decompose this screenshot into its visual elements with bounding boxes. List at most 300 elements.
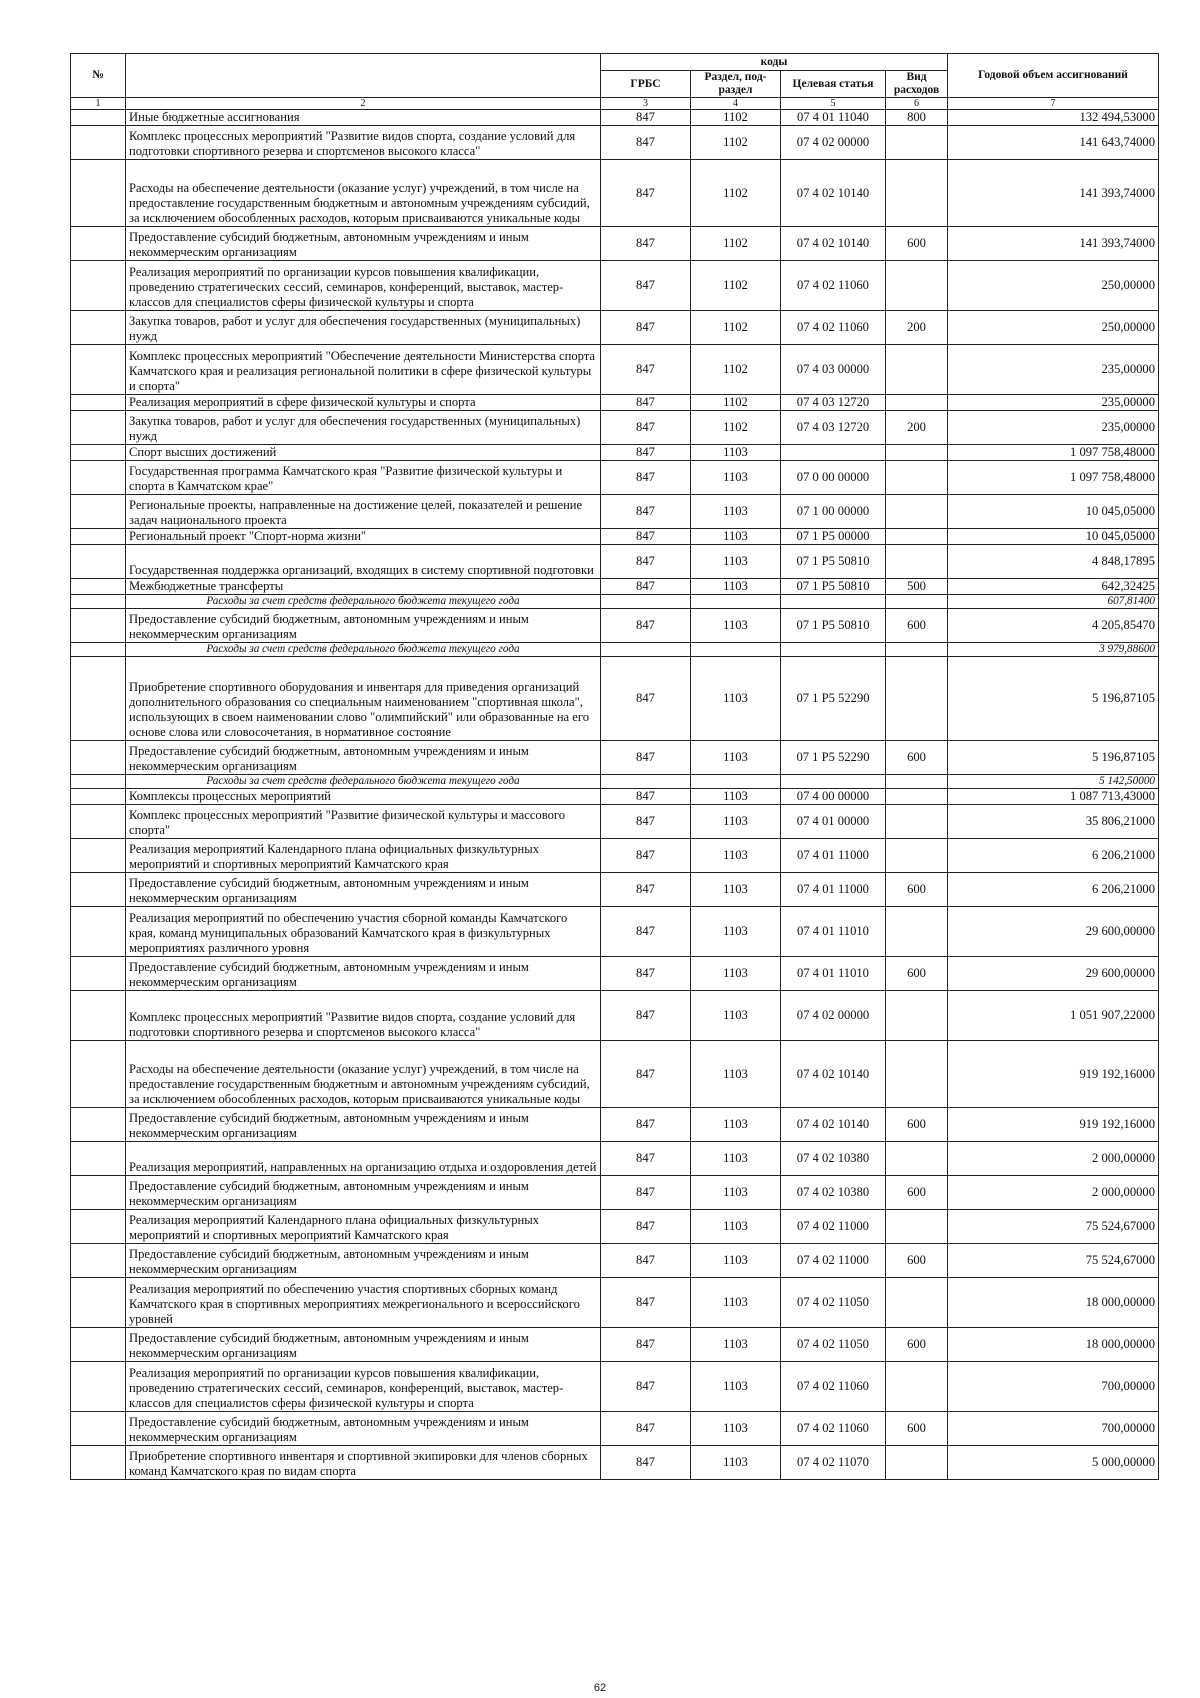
table-row: [71, 1041, 1159, 1108]
table-row: [71, 657, 1159, 741]
row-expense-type-cell: [886, 1446, 948, 1480]
row-grbs-cell: 847: [601, 657, 691, 741]
row-name-cell: Комплекс процессных мероприятий "Развитие физической культуры и массового спорта": [126, 805, 601, 839]
row-section-cell: 1103: [691, 529, 781, 545]
row-section-cell: 1103: [691, 907, 781, 957]
row-amount-cell: 1 087 713,43000: [948, 789, 1159, 805]
row-expense-type-cell: [886, 461, 948, 495]
row-section-cell: 1103: [691, 545, 781, 579]
row-grbs-cell: 847: [601, 495, 691, 529]
row-section-cell: 1102: [691, 345, 781, 395]
row-target-article-cell: 07 1 P5 50810: [781, 609, 886, 643]
row-name-cell: Расходы за счет средств федерального бюджета текущего года: [126, 775, 601, 789]
row-section-cell: 1102: [691, 261, 781, 311]
table-row: [71, 227, 1159, 261]
row-amount-cell: 141 393,74000: [948, 227, 1159, 261]
row-number-cell: [71, 1108, 126, 1142]
row-section-cell: 1103: [691, 1328, 781, 1362]
header-target-article: Целевая статья: [781, 71, 886, 98]
budget-document: [70, 53, 1158, 1480]
table-row: [71, 395, 1159, 411]
row-expense-type-cell: 200: [886, 411, 948, 445]
row-target-article-cell: 07 4 01 00000: [781, 805, 886, 839]
row-target-article-cell: 07 4 02 11060: [781, 261, 886, 311]
row-name-cell: Межбюджетные трансферты: [126, 579, 601, 595]
row-name-cell: Расходы на обеспечение деятельности (оказание услуг) учреждений, в том числе на предоставление государственным бюджетным и автономным учреждениям субсидий, за исключением обособленных расходов, которым присваиваются уникальные коды: [126, 1041, 601, 1108]
row-expense-type-cell: 600: [886, 741, 948, 775]
row-amount-cell: 700,00000: [948, 1412, 1159, 1446]
row-amount-cell: 18 000,00000: [948, 1278, 1159, 1328]
row-section-cell: 1103: [691, 1041, 781, 1108]
table-row: [71, 957, 1159, 991]
row-amount-cell: 35 806,21000: [948, 805, 1159, 839]
row-grbs-cell: 847: [601, 741, 691, 775]
table-row: [71, 411, 1159, 445]
row-number-cell: [71, 775, 126, 789]
table-row: [71, 110, 1159, 126]
row-grbs-cell: 847: [601, 126, 691, 160]
row-amount-cell: 29 600,00000: [948, 907, 1159, 957]
row-name-cell: Предоставление субсидий бюджетным, автономным учреждениям и иным некоммерческим организациям: [126, 1412, 601, 1446]
row-number-cell: [71, 579, 126, 595]
row-grbs-cell: 847: [601, 789, 691, 805]
column-number: 2: [126, 98, 601, 110]
row-expense-type-cell: [886, 1278, 948, 1328]
row-number-cell: [71, 1328, 126, 1362]
row-amount-cell: 29 600,00000: [948, 957, 1159, 991]
table-row: [71, 311, 1159, 345]
row-number-cell: [71, 839, 126, 873]
row-name-cell: Расходы за счет средств федерального бюджета текущего года: [126, 643, 601, 657]
row-expense-type-cell: 600: [886, 1108, 948, 1142]
row-target-article-cell: 07 4 02 00000: [781, 991, 886, 1041]
row-target-article-cell: 07 4 00 00000: [781, 789, 886, 805]
table-row: [71, 907, 1159, 957]
row-grbs-cell: 847: [601, 957, 691, 991]
row-section-cell: 1103: [691, 579, 781, 595]
row-section-cell: 1103: [691, 789, 781, 805]
row-expense-type-cell: 600: [886, 1176, 948, 1210]
row-expense-type-cell: 500: [886, 579, 948, 595]
page-number: 62: [593, 1682, 607, 1694]
column-number: 3: [601, 98, 691, 110]
row-grbs-cell: 847: [601, 1176, 691, 1210]
row-number-cell: [71, 1176, 126, 1210]
row-target-article-cell: 07 4 02 11050: [781, 1278, 886, 1328]
row-grbs-cell: 847: [601, 395, 691, 411]
row-amount-cell: 18 000,00000: [948, 1328, 1159, 1362]
row-grbs-cell: 847: [601, 579, 691, 595]
row-expense-type-cell: [886, 495, 948, 529]
row-name-cell: Реализация мероприятий, направленных на организацию отдыха и оздоровления детей: [126, 1142, 601, 1176]
row-expense-type-cell: [886, 1210, 948, 1244]
row-number-cell: [71, 991, 126, 1041]
row-name-cell: Предоставление субсидий бюджетным, автономным учреждениям и иным некоммерческим организациям: [126, 227, 601, 261]
row-number-cell: [71, 609, 126, 643]
row-section-cell: 1102: [691, 227, 781, 261]
row-name-cell: Предоставление субсидий бюджетным, автономным учреждениям и иным некоммерческим организациям: [126, 1176, 601, 1210]
column-number: 5: [781, 98, 886, 110]
row-name-cell: Реализация мероприятий Календарного плана официальных физкультурных мероприятий и спортивных мероприятий Камчатского края: [126, 839, 601, 873]
row-number-cell: [71, 1278, 126, 1328]
row-amount-cell: 1 097 758,48000: [948, 461, 1159, 495]
row-expense-type-cell: 600: [886, 609, 948, 643]
row-name-cell: Расходы на обеспечение деятельности (оказание услуг) учреждений, в том числе на предоставление государственным бюджетным и автономным учреждениям субсидий, за исключением обособленных расходов, которым присваиваются уникальные коды: [126, 160, 601, 227]
row-section-cell: 1102: [691, 395, 781, 411]
column-number: 7: [948, 98, 1159, 110]
header-expense-type: Вид расходов: [886, 71, 948, 98]
row-grbs-cell: 847: [601, 609, 691, 643]
row-name-cell: Приобретение спортивного инвентаря и спортивной экипировки для членов сборных команд Камчатского края по видам спорта: [126, 1446, 601, 1480]
row-name-cell: Комплексы процессных мероприятий: [126, 789, 601, 805]
row-grbs-cell: [601, 643, 691, 657]
table-row: [71, 1446, 1159, 1480]
row-expense-type-cell: 600: [886, 1244, 948, 1278]
row-expense-type-cell: [886, 991, 948, 1041]
row-number-cell: [71, 395, 126, 411]
row-amount-cell: 132 494,53000: [948, 110, 1159, 126]
row-grbs-cell: 847: [601, 345, 691, 395]
row-amount-cell: 642,32425: [948, 579, 1159, 595]
row-section-cell: 1103: [691, 1176, 781, 1210]
table-row: [71, 529, 1159, 545]
row-amount-cell: 2 000,00000: [948, 1176, 1159, 1210]
row-number-cell: [71, 227, 126, 261]
row-amount-cell: 4 205,85470: [948, 609, 1159, 643]
row-expense-type-cell: [886, 839, 948, 873]
row-amount-cell: 250,00000: [948, 311, 1159, 345]
row-target-article-cell: 07 4 01 11010: [781, 957, 886, 991]
row-section-cell: 1103: [691, 1278, 781, 1328]
row-section-cell: 1103: [691, 657, 781, 741]
table-row: [71, 643, 1159, 657]
row-grbs-cell: [601, 775, 691, 789]
row-target-article-cell: 07 4 02 10140: [781, 1041, 886, 1108]
row-expense-type-cell: [886, 529, 948, 545]
header-codes: коды: [601, 54, 948, 71]
row-amount-cell: 235,00000: [948, 345, 1159, 395]
row-section-cell: 1103: [691, 805, 781, 839]
row-section-cell: 1103: [691, 1142, 781, 1176]
row-grbs-cell: 847: [601, 1142, 691, 1176]
row-target-article-cell: 07 4 02 11000: [781, 1244, 886, 1278]
row-target-article-cell: [781, 775, 886, 789]
row-amount-cell: 10 045,05000: [948, 529, 1159, 545]
row-expense-type-cell: 600: [886, 227, 948, 261]
row-section-cell: 1103: [691, 839, 781, 873]
row-target-article-cell: 07 4 02 11060: [781, 1412, 886, 1446]
row-number-cell: [71, 789, 126, 805]
row-number-cell: [71, 1142, 126, 1176]
row-name-cell: Предоставление субсидий бюджетным, автономным учреждениям и иным некоммерческим организациям: [126, 1328, 601, 1362]
row-name-cell: Реализация мероприятий по обеспечению участия спортивных сборных команд Камчатского края в спортивных мероприятиях межрегионального и всероссийского уровней: [126, 1278, 601, 1328]
table-row: [71, 579, 1159, 595]
row-name-cell: Спорт высших достижений: [126, 445, 601, 461]
row-name-cell: Предоставление субсидий бюджетным, автономным учреждениям и иным некоммерческим организациям: [126, 873, 601, 907]
row-expense-type-cell: 600: [886, 1328, 948, 1362]
table-row: [71, 1278, 1159, 1328]
table-row: [71, 1412, 1159, 1446]
row-number-cell: [71, 1041, 126, 1108]
row-name-cell: Государственная поддержка организаций, входящих в систему спортивной подготовки: [126, 545, 601, 579]
header-annual-volume: Годовой объем ассигнований: [948, 54, 1159, 98]
header-grbs: ГРБС: [601, 71, 691, 98]
row-expense-type-cell: [886, 907, 948, 957]
row-amount-cell: 6 206,21000: [948, 839, 1159, 873]
row-target-article-cell: [781, 445, 886, 461]
row-amount-cell: 4 848,17895: [948, 545, 1159, 579]
row-expense-type-cell: [886, 545, 948, 579]
row-amount-cell: 919 192,16000: [948, 1108, 1159, 1142]
table-row: [71, 839, 1159, 873]
budget-table: [70, 53, 1159, 1480]
row-grbs-cell: 847: [601, 907, 691, 957]
row-expense-type-cell: [886, 1142, 948, 1176]
row-section-cell: 1103: [691, 495, 781, 529]
row-name-cell: Закупка товаров, работ и услуг для обеспечения государственных (муниципальных) нужд: [126, 311, 601, 345]
row-amount-cell: 1 097 758,48000: [948, 445, 1159, 461]
table-row: [71, 261, 1159, 311]
row-number-cell: [71, 805, 126, 839]
row-name-cell: Предоставление субсидий бюджетным, автономным учреждениям и иным некоммерческим организациям: [126, 741, 601, 775]
row-target-article-cell: 07 4 02 10140: [781, 227, 886, 261]
column-number: 6: [886, 98, 948, 110]
row-grbs-cell: 847: [601, 1278, 691, 1328]
row-target-article-cell: 07 4 03 12720: [781, 395, 886, 411]
row-expense-type-cell: [886, 1041, 948, 1108]
row-section-cell: 1103: [691, 1446, 781, 1480]
row-name-cell: Предоставление субсидий бюджетным, автономным учреждениям и иным некоммерческим организациям: [126, 609, 601, 643]
row-amount-cell: 141 643,74000: [948, 126, 1159, 160]
row-name-cell: Предоставление субсидий бюджетным, автономным учреждениям и иным некоммерческим организациям: [126, 1244, 601, 1278]
row-name-cell: Реализация мероприятий Календарного плана официальных физкультурных мероприятий и спортивных мероприятий Камчатского края: [126, 1210, 601, 1244]
row-grbs-cell: 847: [601, 839, 691, 873]
header-number: №: [71, 54, 126, 98]
row-amount-cell: 5 142,50000: [948, 775, 1159, 789]
row-number-cell: [71, 126, 126, 160]
row-grbs-cell: 847: [601, 411, 691, 445]
row-grbs-cell: 847: [601, 873, 691, 907]
row-number-cell: [71, 529, 126, 545]
row-grbs-cell: 847: [601, 461, 691, 495]
column-number: 1: [71, 98, 126, 110]
table-row: [71, 1328, 1159, 1362]
row-name-cell: Закупка товаров, работ и услуг для обеспечения государственных (муниципальных) нужд: [126, 411, 601, 445]
row-number-cell: [71, 595, 126, 609]
row-expense-type-cell: [886, 789, 948, 805]
row-number-cell: [71, 1244, 126, 1278]
table-row: [71, 461, 1159, 495]
row-number-cell: [71, 741, 126, 775]
row-amount-cell: 919 192,16000: [948, 1041, 1159, 1108]
row-grbs-cell: 847: [601, 1446, 691, 1480]
row-name-cell: Комплекс процессных мероприятий "Развитие видов спорта, создание условий для подготовки спортивного резерва и спортсменов высокого класса": [126, 126, 601, 160]
table-row: [71, 595, 1159, 609]
column-number: 4: [691, 98, 781, 110]
row-expense-type-cell: [886, 643, 948, 657]
header-section: Раздел, под-раздел: [691, 71, 781, 98]
row-section-cell: 1103: [691, 957, 781, 991]
row-expense-type-cell: 600: [886, 873, 948, 907]
row-expense-type-cell: [886, 345, 948, 395]
row-expense-type-cell: [886, 775, 948, 789]
row-grbs-cell: 847: [601, 1362, 691, 1412]
row-amount-cell: 1 051 907,22000: [948, 991, 1159, 1041]
table-row: [71, 741, 1159, 775]
table-row: [71, 873, 1159, 907]
row-grbs-cell: 847: [601, 1108, 691, 1142]
row-number-cell: [71, 545, 126, 579]
row-target-article-cell: 07 1 00 00000: [781, 495, 886, 529]
row-name-cell: Государственная программа Камчатского края "Развитие физической культуры и спорта в Камчатском крае": [126, 461, 601, 495]
row-amount-cell: 141 393,74000: [948, 160, 1159, 227]
row-name-cell: Региональные проекты, направленные на достижение целей, показателей и решение задач национального проекта: [126, 495, 601, 529]
row-target-article-cell: 07 4 02 11070: [781, 1446, 886, 1480]
row-target-article-cell: 07 4 02 10380: [781, 1142, 886, 1176]
row-amount-cell: 75 524,67000: [948, 1244, 1159, 1278]
row-number-cell: [71, 657, 126, 741]
table-row: [71, 789, 1159, 805]
row-amount-cell: 75 524,67000: [948, 1210, 1159, 1244]
table-row: [71, 445, 1159, 461]
row-amount-cell: 250,00000: [948, 261, 1159, 311]
row-section-cell: 1103: [691, 1244, 781, 1278]
row-name-cell: Предоставление субсидий бюджетным, автономным учреждениям и иным некоммерческим организациям: [126, 957, 601, 991]
row-number-cell: [71, 461, 126, 495]
row-target-article-cell: 07 1 P5 52290: [781, 657, 886, 741]
row-expense-type-cell: 200: [886, 311, 948, 345]
row-number-cell: [71, 1362, 126, 1412]
row-number-cell: [71, 907, 126, 957]
row-amount-cell: 235,00000: [948, 395, 1159, 411]
row-target-article-cell: 07 4 02 00000: [781, 126, 886, 160]
row-grbs-cell: 847: [601, 160, 691, 227]
table-row: [71, 126, 1159, 160]
row-grbs-cell: 847: [601, 1210, 691, 1244]
row-section-cell: 1103: [691, 1412, 781, 1446]
row-target-article-cell: 07 1 P5 52290: [781, 741, 886, 775]
row-section-cell: 1103: [691, 461, 781, 495]
row-target-article-cell: 07 1 P5 50810: [781, 579, 886, 595]
row-number-cell: [71, 873, 126, 907]
row-target-article-cell: 07 4 01 11010: [781, 907, 886, 957]
row-amount-cell: 2 000,00000: [948, 1142, 1159, 1176]
row-number-cell: [71, 261, 126, 311]
row-number-cell: [71, 345, 126, 395]
row-section-cell: 1103: [691, 741, 781, 775]
row-expense-type-cell: [886, 261, 948, 311]
row-expense-type-cell: [886, 1362, 948, 1412]
row-grbs-cell: 847: [601, 110, 691, 126]
table-row: [71, 1362, 1159, 1412]
table-row: [71, 545, 1159, 579]
row-amount-cell: 3 979,88600: [948, 643, 1159, 657]
row-name-cell: Реализация мероприятий по организации курсов повышения квалификации, проведению стратегических сессий, семинаров, конференций, выставок, мастер-классов для специалистов сферы физической культуры и спорта: [126, 261, 601, 311]
row-target-article-cell: [781, 643, 886, 657]
row-amount-cell: 6 206,21000: [948, 873, 1159, 907]
row-number-cell: [71, 445, 126, 461]
row-target-article-cell: 07 4 02 11060: [781, 1362, 886, 1412]
row-section-cell: 1103: [691, 1210, 781, 1244]
row-target-article-cell: 07 0 00 00000: [781, 461, 886, 495]
row-target-article-cell: 07 4 02 10140: [781, 1108, 886, 1142]
row-target-article-cell: [781, 595, 886, 609]
table-row: [71, 345, 1159, 395]
row-expense-type-cell: [886, 445, 948, 461]
row-grbs-cell: 847: [601, 545, 691, 579]
row-target-article-cell: 07 1 P5 50810: [781, 545, 886, 579]
table-row: [71, 1176, 1159, 1210]
row-name-cell: Приобретение спортивного оборудования и инвентаря для приведения организаций дополнительного образования со специальным наименованием "спортивная школа", использующих в своем наименовании слово "олимпийский" или образованные на его основе слова или словосочетания, в нормативное состояние: [126, 657, 601, 741]
table-row: [71, 991, 1159, 1041]
row-amount-cell: 700,00000: [948, 1362, 1159, 1412]
row-grbs-cell: 847: [601, 261, 691, 311]
row-section-cell: 1102: [691, 411, 781, 445]
row-number-cell: [71, 1210, 126, 1244]
row-amount-cell: 5 196,87105: [948, 741, 1159, 775]
row-expense-type-cell: [886, 595, 948, 609]
row-section-cell: [691, 643, 781, 657]
row-target-article-cell: 07 4 01 11000: [781, 839, 886, 873]
row-target-article-cell: 07 4 01 11040: [781, 110, 886, 126]
row-name-cell: Комплекс процессных мероприятий "Обеспечение деятельности Министерства спорта Камчатского края и реализация региональной политики в сфере физической культуры и спорта": [126, 345, 601, 395]
row-expense-type-cell: 600: [886, 1412, 948, 1446]
row-grbs-cell: 847: [601, 991, 691, 1041]
row-grbs-cell: 847: [601, 805, 691, 839]
row-grbs-cell: 847: [601, 227, 691, 261]
table-row: [71, 1210, 1159, 1244]
row-target-article-cell: 07 4 02 11000: [781, 1210, 886, 1244]
table-row: [71, 1244, 1159, 1278]
row-expense-type-cell: [886, 126, 948, 160]
table-row: [71, 775, 1159, 789]
row-number-cell: [71, 1412, 126, 1446]
row-expense-type-cell: 800: [886, 110, 948, 126]
row-name-cell: Иные бюджетные ассигнования: [126, 110, 601, 126]
table-row: [71, 609, 1159, 643]
row-expense-type-cell: [886, 657, 948, 741]
row-grbs-cell: [601, 595, 691, 609]
row-number-cell: [71, 1446, 126, 1480]
row-target-article-cell: 07 4 02 10140: [781, 160, 886, 227]
row-amount-cell: 235,00000: [948, 411, 1159, 445]
row-section-cell: 1103: [691, 873, 781, 907]
row-section-cell: 1102: [691, 160, 781, 227]
table-row: [71, 805, 1159, 839]
row-name-cell: Предоставление субсидий бюджетным, автономным учреждениям и иным некоммерческим организациям: [126, 1108, 601, 1142]
column-number-row: [71, 98, 1159, 110]
header-name: [126, 54, 601, 98]
row-amount-cell: 10 045,05000: [948, 495, 1159, 529]
row-number-cell: [71, 110, 126, 126]
row-section-cell: 1103: [691, 609, 781, 643]
row-name-cell: Реализация мероприятий по обеспечению участия сборной команды Камчатского края, команд муниципальных образований Камчатского края в физкультурных мероприятиях различного уровня: [126, 907, 601, 957]
row-section-cell: 1103: [691, 1362, 781, 1412]
row-number-cell: [71, 643, 126, 657]
row-section-cell: 1102: [691, 126, 781, 160]
row-grbs-cell: 847: [601, 1041, 691, 1108]
row-number-cell: [71, 411, 126, 445]
row-target-article-cell: 07 4 03 12720: [781, 411, 886, 445]
row-name-cell: Реализация мероприятий по организации курсов повышения квалификации, проведению стратегических сессий, семинаров, конференций, выставок, мастер-классов для специалистов сферы физической культуры и спорта: [126, 1362, 601, 1412]
table-row: [71, 1142, 1159, 1176]
table-row: [71, 1108, 1159, 1142]
row-expense-type-cell: [886, 805, 948, 839]
row-grbs-cell: 847: [601, 1328, 691, 1362]
row-section-cell: 1103: [691, 1108, 781, 1142]
row-expense-type-cell: [886, 395, 948, 411]
table-row: [71, 495, 1159, 529]
